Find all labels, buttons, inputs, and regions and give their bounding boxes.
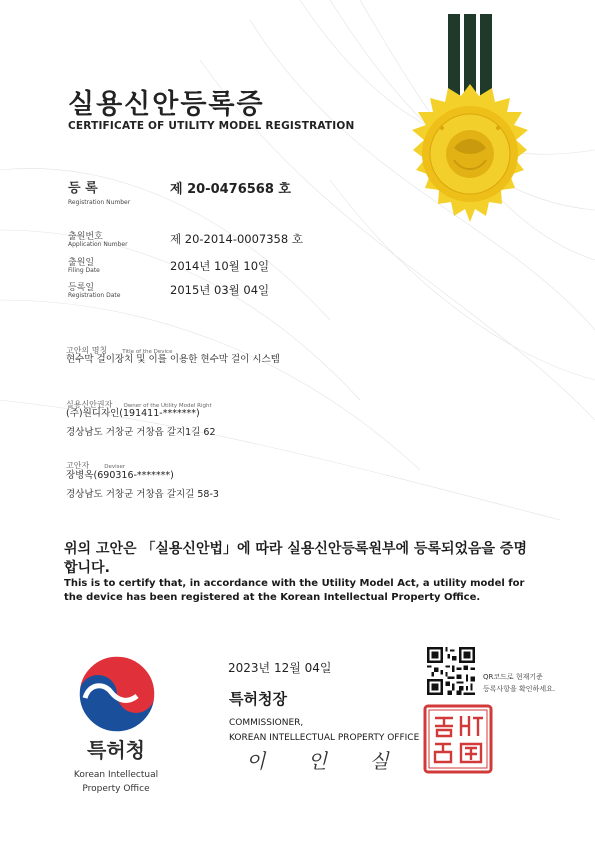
owner-name: (주)원디자인(191411-*******) (66, 408, 200, 419)
filing-label-english: Filing Date (68, 267, 100, 274)
commissioner-title-english (229, 716, 419, 746)
owner-address: 경상남도 거창군 거창읍 갈지1길 62 (66, 427, 216, 438)
deviser-address: 경상남도 거창군 거창읍 갈지길 58-3 (66, 489, 219, 500)
qr-instruction-line2: 등록사항을 확인하세요. (483, 685, 556, 693)
registration-date-label-english: Registration Date (68, 292, 121, 299)
commissioner-line1: COMMISSIONER, (229, 718, 304, 728)
commissioner-title-korean: 특허청장 (229, 690, 287, 708)
filing-label-korean: 출원일 (68, 258, 95, 268)
qr-instruction-line1: QR코드로 현재기준 (483, 673, 543, 681)
application-label-korean: 출원번호 (68, 232, 103, 242)
kipo-name-english (56, 768, 176, 796)
certification-text-english: This is to certify that, in accordance with the Utility Model Act, a utility model for the device has been registered at the Korean Intellectual Property Office. (64, 578, 525, 603)
registration-number-value: 제 20-0476568 호 (170, 182, 291, 197)
device-title-value: 현수막 걸이장치 및 이를 이용한 현수막 걸이 시스템 (66, 354, 280, 365)
kipo-logo-icon (77, 654, 157, 734)
owner-label-korean: 실용신안권자 (66, 400, 113, 409)
device-title-label-korean: 고안의 명칭 (66, 346, 108, 355)
qr-instruction (483, 671, 555, 695)
registration-label-korean: 등 록 (68, 181, 98, 196)
official-red-seal (423, 704, 493, 774)
certification-text-korean: 위의 고안은 「실용신안법」에 따라 실용신안등록원부에 등록되었음을 증명합니다. (64, 541, 527, 576)
commissioner-line2: KOREAN INTELLECTUAL PROPERTY OFFICE (229, 733, 420, 743)
gold-seal-emblem (400, 14, 540, 226)
filing-date-value: 2014년 10월 10일 (170, 259, 270, 273)
device-title-label-english: Title of the Device (122, 349, 173, 355)
issue-date: 2023년 12월 04일 (228, 661, 332, 675)
qr-code[interactable] (427, 647, 475, 695)
owner-label-english: Owner of the Utility Model Right (123, 403, 212, 409)
certificate-title-korean: 실용신안등록증 (68, 89, 265, 120)
kipo-name-korean: 특허청 (87, 738, 145, 762)
kipo-name-english-line1: Korean Intellectual (73, 770, 159, 780)
registration-date-label-korean: 등록일 (68, 283, 95, 293)
certificate-title-english: CERTIFICATE OF UTILITY MODEL REGISTRATION (68, 120, 355, 132)
application-number-value: 제 20-2014-0007358 호 (170, 232, 303, 246)
registration-date-value: 2015년 03월 04일 (170, 283, 270, 297)
deviser-label-english: Deviser (104, 464, 126, 470)
application-label-english: Application Number (68, 241, 128, 248)
kipo-name-english-line2: Property Office (82, 784, 150, 794)
deviser-name: 장병옥(690316-*******) (66, 470, 174, 481)
commissioner-signature: 이 인 실 (246, 749, 407, 773)
deviser-label-korean: 고안자 (66, 461, 90, 470)
registration-label-english: Registration Number (68, 199, 131, 206)
